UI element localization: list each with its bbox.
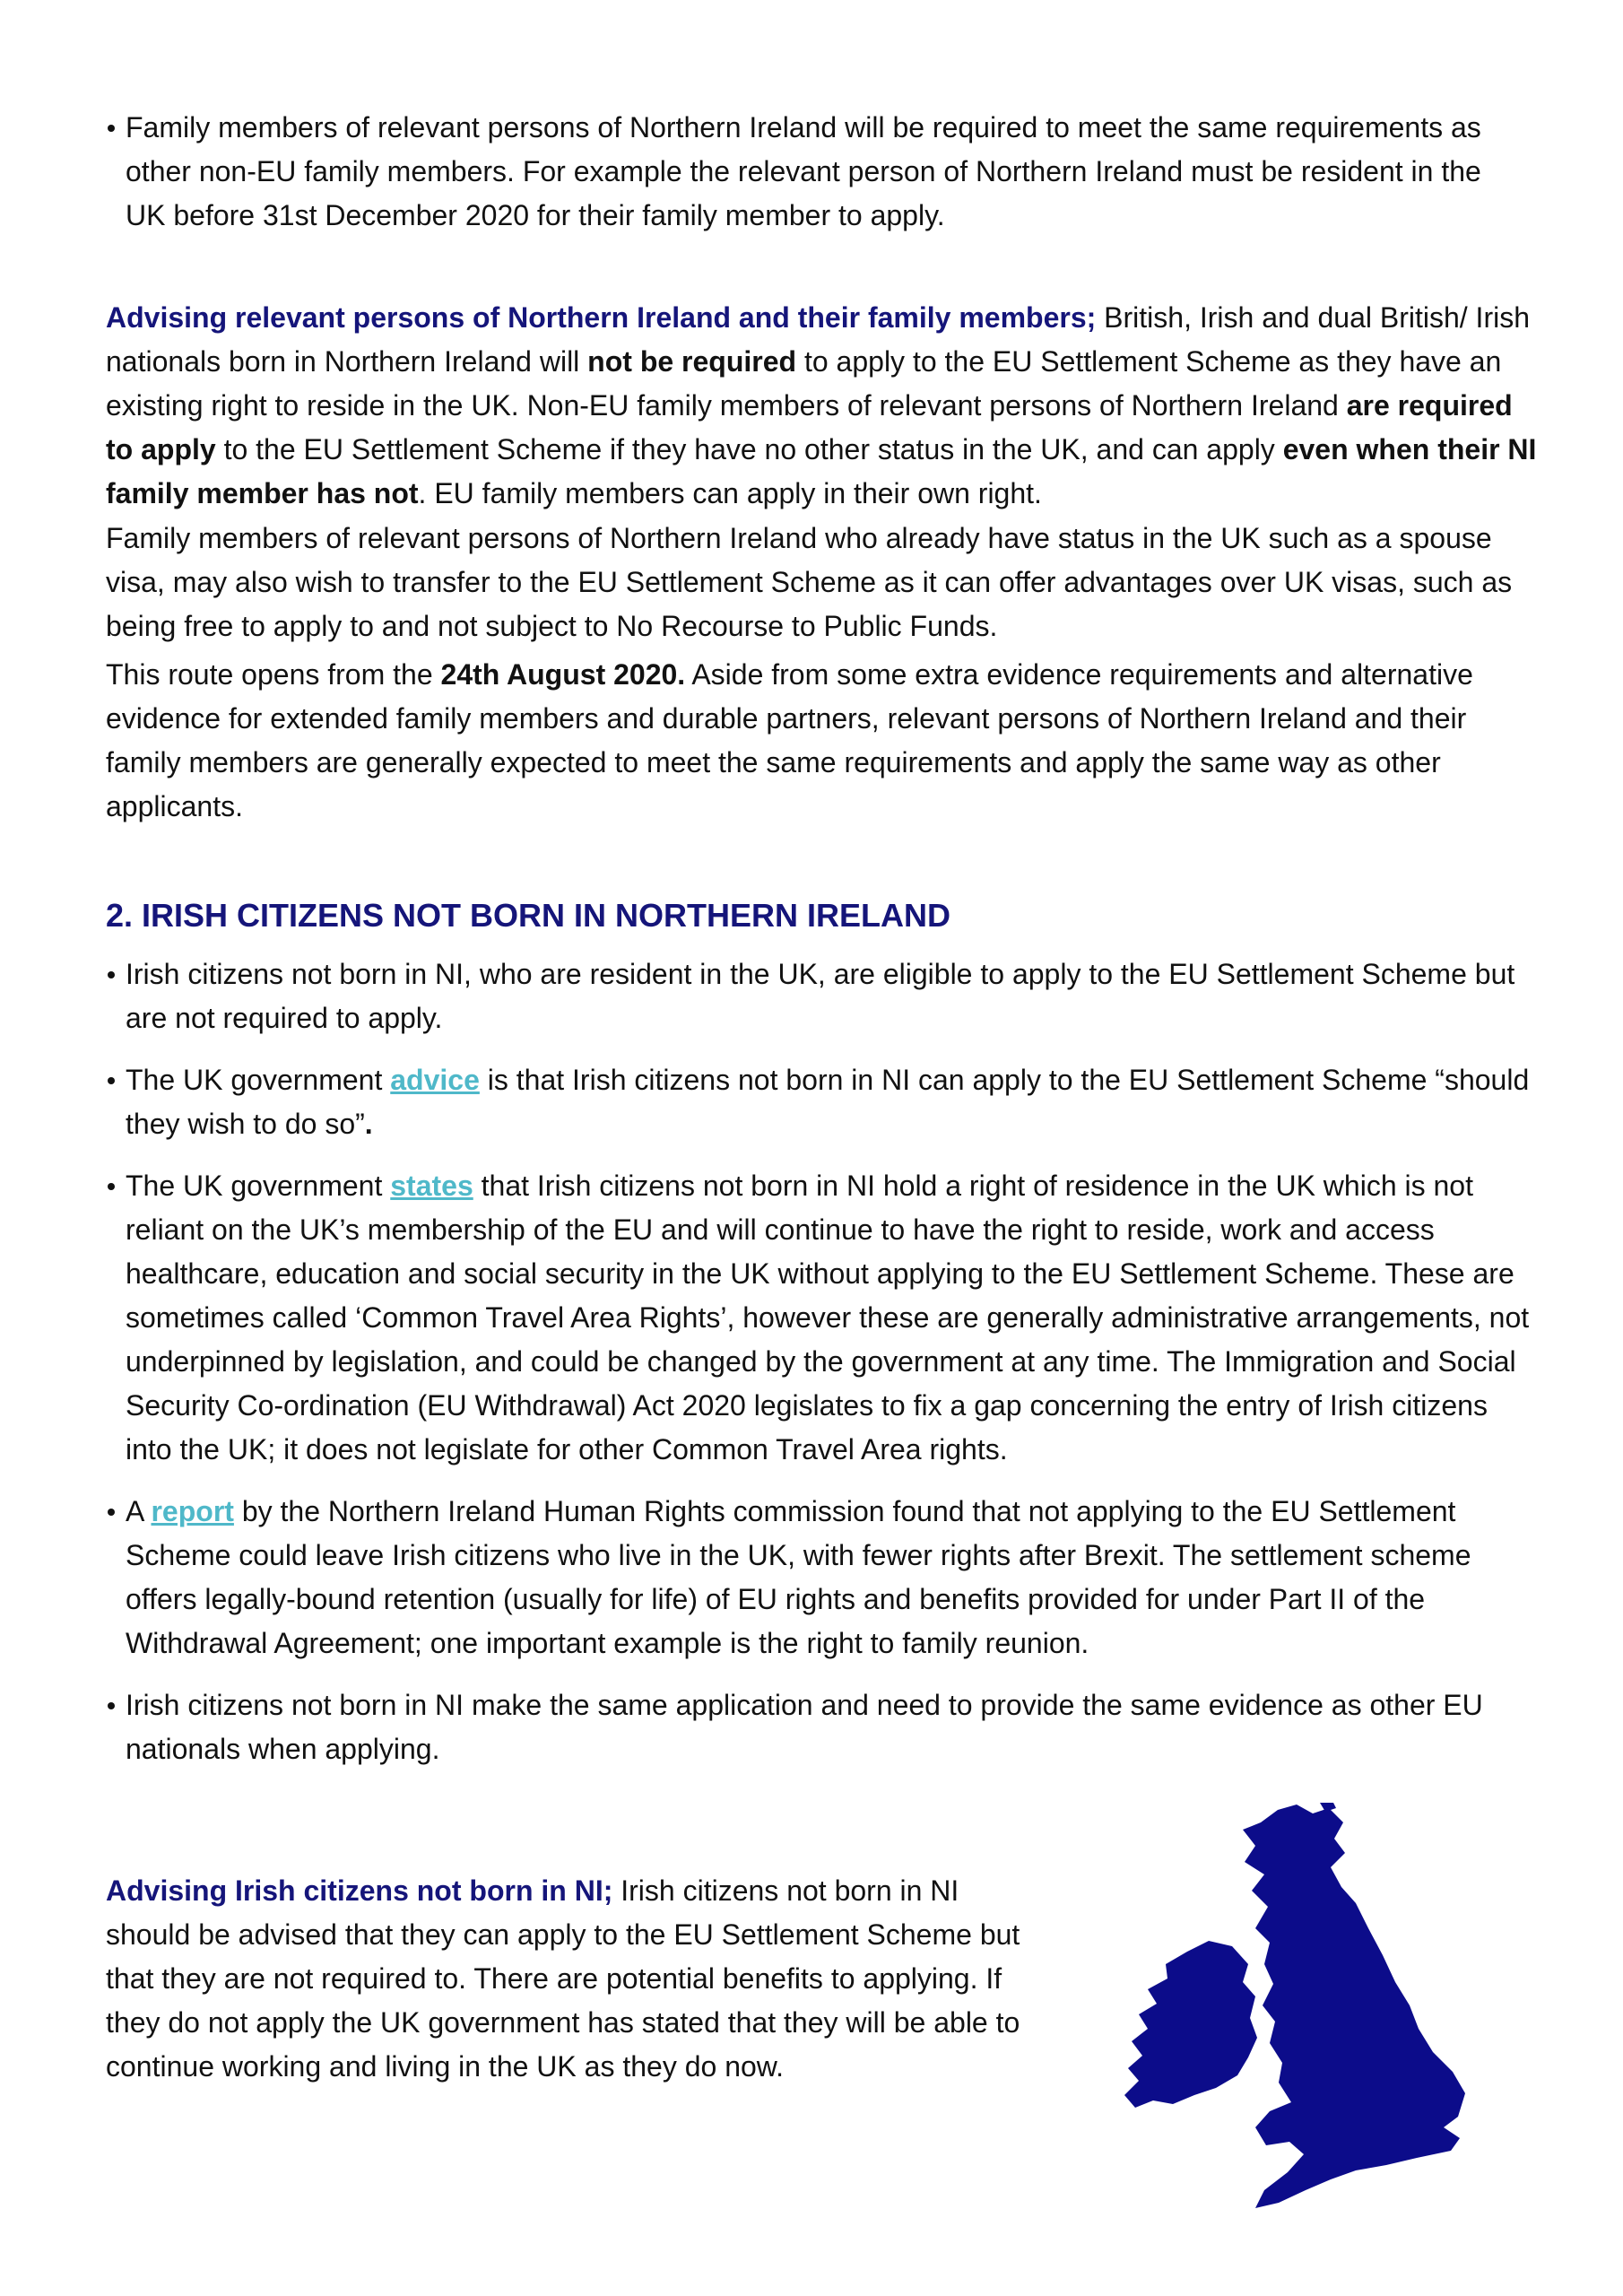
states-link[interactable]: states [390,1170,473,1202]
advice-link[interactable]: advice [390,1064,480,1096]
bullet-family-requirements: Family members of relevant persons of Northern Ireland will be required to meet the same requirements as other non-EU family members. For example the relevant person of Northern Ireland must be resident in the UK before 31st December 2020 for their family member to apply. [106,106,1514,238]
paragraph-route-opens: This route opens from the 24th August 2020. Aside from some extra evidence requirements and alternative evidence for extended family members and durable partners, relevant persons of Northern Ireland and their family members are generally expected to meet the same requirements and apply the same way as other applicants. [106,658,1473,822]
route-date: 24th August 2020. [440,658,686,691]
ireland-shape [1124,1941,1257,2108]
great-britain-shape [1243,1805,1465,2208]
bullet-list-top [106,106,1514,238]
bullet-eligible: Irish citizens not born in NI, who are resident in the UK, are eligible to apply to the EU Settlement Scheme but are not required to apply. [106,952,1541,1040]
paragraph-advising-ni: Advising relevant persons of Northern Ireland and their family members; British, Irish and dual British/ Irish nationals born in Northern Ireland will not be required to apply to the EU Settlement Scheme as they have an existing right to reside in the UK. Non-EU family members of relevant persons of Northern Ireland are required to apply to the EU Settlement Scheme if they have no other status in the UK, and can apply even when their NI family member has not. EU family members can apply in their own right. [106,301,1537,509]
advising-ni-heading: Advising relevant persons of Northern Ireland and their family members; [106,301,1097,334]
paragraph-advising-irish: Advising Irish citizens not born in NI; Irish citizens not born in NI should be advised that they can apply to the EU Settlement Scheme but that they are not required to. There are potential benefits to applying. If they do not apply the UK government has stated that they will be able to continue working and living in the UK as they do now. [106,1874,1020,2083]
bullet-list-section-2 [106,952,1541,1771]
bullet-report: A report by the Northern Ireland Human Rights commission found that not applying to the EU Settlement Scheme could leave Irish citizens who live in the UK, with fewer rights after Brexit. The settlement scheme offers legally-bound retention (usually for life) of EU rights and benefits provided for under Part II of the Withdrawal Agreement; one important example is the right to family reunion. [106,1490,1541,1665]
advising-irish-heading: Advising Irish citizens not born in NI; [106,1874,613,1907]
paragraph-transfer: Family members of relevant persons of Northern Ireland who already have status in the UK such as a spouse visa, may also wish to transfer to the EU Settlement Scheme as it can offer advantages over UK visas, such as being free to apply to and not subject to No Recourse to Public Funds. [106,522,1513,642]
section-2-heading: 2. IRISH CITIZENS NOT BORN IN NORTHERN IRELAND [106,897,951,934]
bullet-advice: The UK government advice is that Irish citizens not born in NI can apply to the EU Settlement Scheme “should they wish to do so”. [106,1058,1541,1146]
bullet-states: The UK government states that Irish citizens not born in NI hold a right of residence in the UK which is not reliant on the UK’s membership of the EU and will continue to have the right to reside, work and access healthcare, education and social security in the UK without applying to the EU Settlement Scheme. These are sometimes called ‘Common Travel Area Rights’, however these are generally administrative arrangements, not underpinned by legislation, and could be changed by the government at any time. The Immigration and Social Security Co-ordination (EU Withdrawal) Act 2020 legislates to fix a gap concerning the entry of Irish citizens into the UK; it does not legislate for other Common Travel Area rights. [106,1164,1541,1472]
british-isles-map-icon [1121,1803,1480,2215]
bullet-same-application: Irish citizens not born in NI make the same application and need to provide the same evidence as other EU nationals when applying. [106,1683,1541,1771]
report-link[interactable]: report [151,1495,234,1527]
